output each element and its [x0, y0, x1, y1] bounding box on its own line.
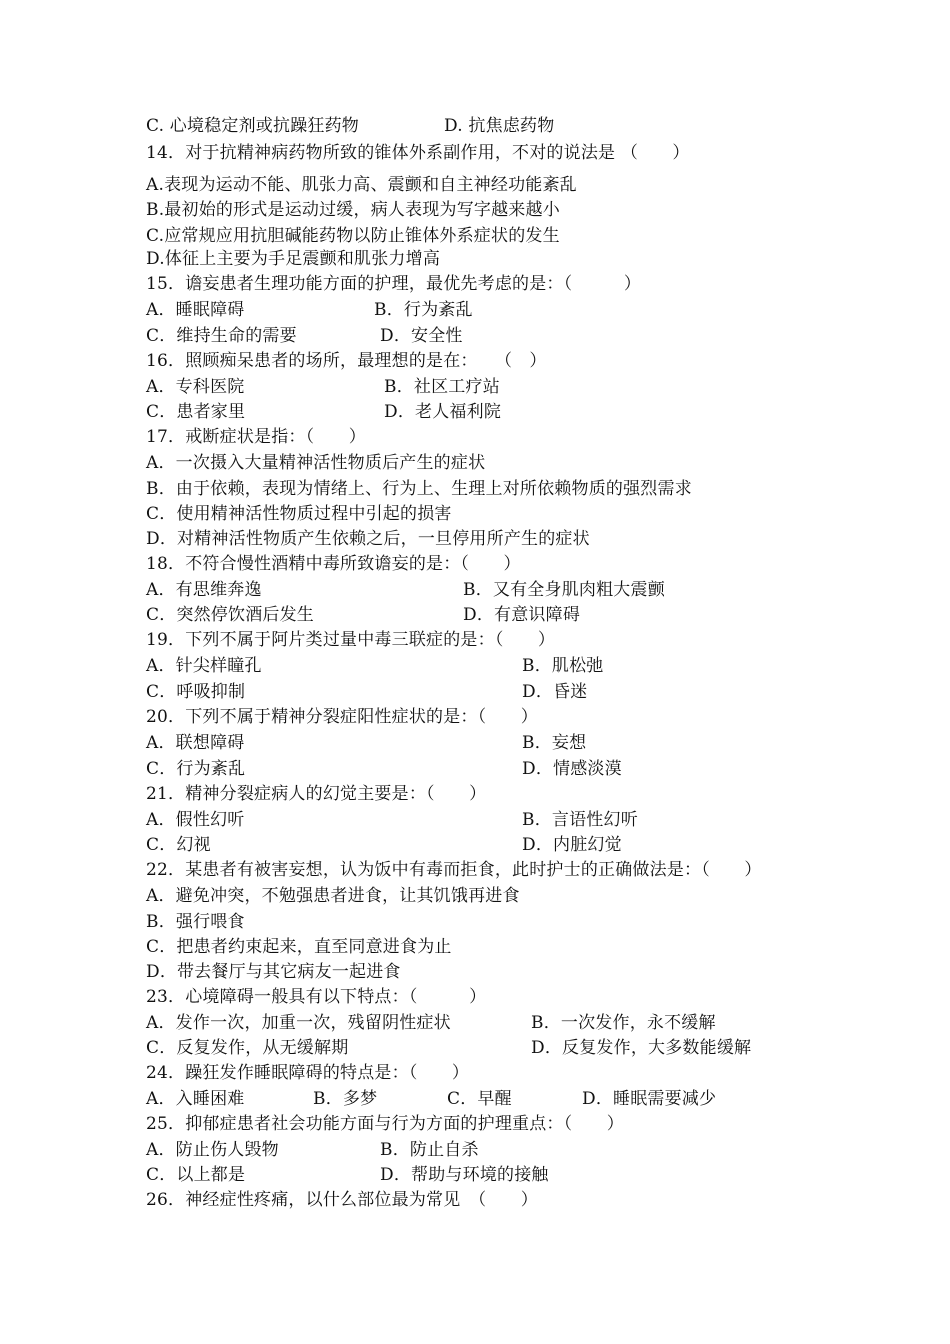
q23-option-a: A．发作一次，加重一次，残留阴性症状 [146, 1013, 451, 1033]
q13-option-d: D. 抗焦虑药物 [444, 116, 555, 136]
q18-stem: 18．不符合慢性酒精中毒所致谵妄的是：（ ） [146, 554, 521, 574]
q25-stem: 25．抑郁症患者社会功能方面与行为方面的护理重点：（ ） [146, 1114, 624, 1134]
q16-option-c: C．患者家里 [146, 402, 246, 422]
q21-option-a: A．假性幻听 [146, 810, 245, 830]
q13-option-c: C. 心境稳定剂或抗躁狂药物 [146, 116, 360, 136]
q20-option-c: C．行为紊乱 [146, 759, 246, 779]
q22-option-d: D．带去餐厅与其它病友一起进食 [146, 962, 401, 982]
q25-option-d: D．帮助与环境的接触 [380, 1165, 549, 1185]
q16-option-a: A．专科医院 [146, 377, 245, 397]
q15-option-c: C．维持生命的需要 [146, 326, 297, 346]
q21-option-b: B．言语性幻听 [522, 810, 638, 830]
q14-option-d: D.体征上主要为手足震颤和肌张力增高 [146, 249, 441, 269]
q21-option-d: D．内脏幻觉 [522, 835, 622, 855]
q20-stem: 20．下列不属于精神分裂症阳性症状的是：（ ） [146, 707, 538, 727]
q14-option-c: C.应常规应用抗胆碱能药物以防止锥体外系症状的发生 [146, 226, 560, 246]
q22-stem: 22．某患者有被害妄想，认为饭中有毒而拒食，此时护士的正确做法是：（ ） [146, 860, 762, 880]
q23-option-b: B．一次发作，永不缓解 [531, 1013, 716, 1033]
q19-option-d: D．昏迷 [522, 682, 588, 702]
q17-option-d: D．对精神活性物质产生依赖之后，一旦停用所产生的症状 [146, 529, 590, 549]
q22-option-a: A．避免冲突，不勉强患者进食，让其饥饿再进食 [146, 886, 520, 906]
q19-option-c: C．呼吸抑制 [146, 682, 246, 702]
q22-option-c: C．把患者约束起来，直至同意进食为止 [146, 937, 452, 957]
q18-option-c: C．突然停饮酒后发生 [146, 605, 315, 625]
q14-option-a: A.表现为运动不能、肌张力高、震颤和自主神经功能紊乱 [146, 175, 577, 195]
q17-option-c: C．使用精神活性物质过程中引起的损害 [146, 504, 452, 524]
q24-option-d: D．睡眠需要减少 [582, 1089, 717, 1109]
q19-option-b: B．肌松弛 [522, 656, 604, 676]
q17-stem: 17．戒断症状是指：（ ） [146, 427, 366, 447]
q18-option-a: A．有思维奔逸 [146, 580, 262, 600]
q25-option-a: A．防止伤人毁物 [146, 1140, 279, 1160]
q16-stem: 16．照顾痴呆患者的场所，最理想的是在： （ ） [146, 351, 547, 371]
q21-option-c: C．幻视 [146, 835, 211, 855]
q24-option-c: C．早醒 [447, 1089, 512, 1109]
q21-stem: 21．精神分裂症病人的幻觉主要是：（ ） [146, 784, 487, 804]
q19-stem: 19．下列不属于阿片类过量中毒三联症的是：（ ） [146, 630, 556, 650]
q24-stem: 24．躁狂发作睡眠障碍的特点是：（ ） [146, 1063, 470, 1083]
q25-option-b: B．防止自杀 [380, 1140, 479, 1160]
q20-option-b: B．妄想 [522, 733, 587, 753]
q18-option-b: B．又有全身肌肉粗大震颤 [463, 580, 665, 600]
q17-option-b: B．由于依赖，表现为情绪上、行为上、生理上对所依赖物质的强烈需求 [146, 479, 692, 499]
q14-stem: 14．对于抗精神病药物所致的锥体外系副作用，不对的说法是 （ ） [146, 143, 690, 163]
q20-option-d: D．情感淡漠 [522, 759, 622, 779]
q23-option-d: D．反复发作，大多数能缓解 [531, 1038, 752, 1058]
q23-option-c: C．反复发作，从无缓解期 [146, 1038, 349, 1058]
q15-option-a: A．睡眠障碍 [146, 300, 245, 320]
q14-option-b: B.最初始的形式是运动过缓，病人表现为写字越来越小 [146, 200, 560, 220]
q25-option-c: C．以上都是 [146, 1165, 246, 1185]
q23-stem: 23．心境障碍一般具有以下特点：（ ） [146, 987, 487, 1007]
q15-option-d: D．安全性 [380, 326, 463, 346]
q15-stem: 15．谵妄患者生理功能方面的护理，最优先考虑的是：（ ） [146, 274, 642, 294]
q24-option-b: B．多梦 [313, 1089, 378, 1109]
q16-option-b: B．社区工疗站 [384, 377, 500, 397]
q20-option-a: A．联想障碍 [146, 733, 245, 753]
q17-option-a: A．一次摄入大量精神活性物质后产生的症状 [146, 453, 486, 473]
q16-option-d: D．老人福利院 [384, 402, 502, 422]
q24-option-a: A．入睡困难 [146, 1089, 245, 1109]
q15-option-b: B．行为紊乱 [374, 300, 473, 320]
q19-option-a: A．针尖样瞳孔 [146, 656, 262, 676]
q26-stem: 26．神经症性疼痛，以什么部位最为常见 （ ） [146, 1190, 538, 1210]
q22-option-b: B．强行喂食 [146, 912, 245, 932]
q18-option-d: D．有意识障碍 [463, 605, 581, 625]
